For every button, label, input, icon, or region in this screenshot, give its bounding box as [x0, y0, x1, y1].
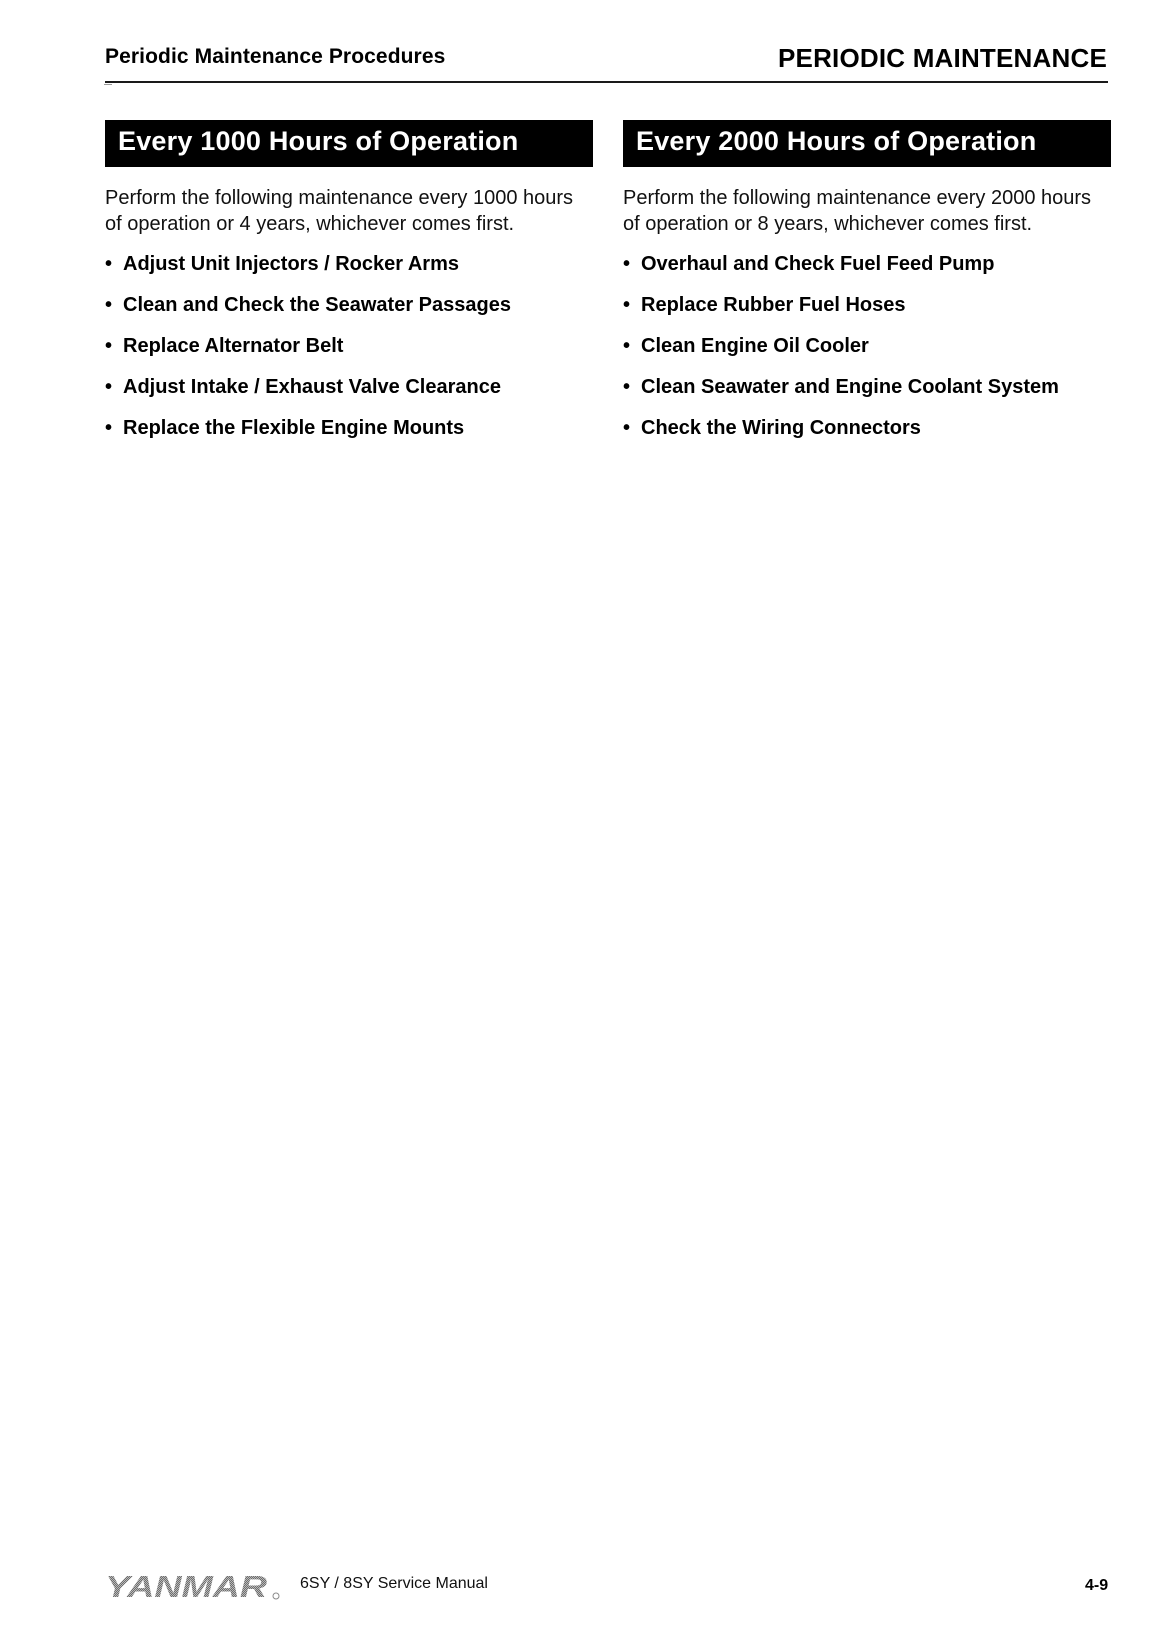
task-item: [623, 333, 1111, 374]
bullet-icon: •: [105, 253, 113, 275]
task-item: [623, 251, 1111, 292]
task-list-1000-hours: [105, 251, 593, 456]
task-label: Clean Engine Oil Cooler: [641, 335, 869, 357]
bullet-icon: •: [105, 294, 113, 316]
task-item: [105, 292, 593, 333]
bullet-icon: •: [623, 376, 631, 398]
task-item: [623, 415, 1111, 456]
chapter-title: PERIODIC MAINTENANCE: [777, 43, 1107, 73]
bullet-icon: •: [105, 376, 113, 398]
header-rule-mark: [104, 84, 112, 85]
task-label: Clean and Check the Seawater Passages: [123, 294, 511, 316]
page-number: 4-9: [1085, 1577, 1109, 1594]
logo-wordmark: YANMAR: [105, 1572, 268, 1600]
section-heading-1000-hours: Every 1000 Hours of Operation: [105, 120, 593, 167]
task-label: Replace Alternator Belt: [123, 335, 344, 357]
task-label: Replace Rubber Fuel Hoses: [641, 294, 906, 316]
intro-paragraph: Perform the following maintenance every 2000 hours of operation or 8 years, whichever comes first.: [623, 187, 1092, 235]
task-label: Overhaul and Check Fuel Feed Pump: [641, 253, 995, 275]
column-1000-hours: [105, 120, 593, 456]
bullet-icon: •: [623, 253, 631, 275]
task-list-2000-hours: [623, 251, 1111, 456]
task-item: [623, 292, 1111, 333]
task-label: Adjust Unit Injectors / Rocker Arms: [123, 253, 459, 275]
bullet-icon: •: [105, 417, 113, 439]
header-rule: [105, 81, 1108, 83]
bullet-icon: •: [623, 335, 631, 357]
task-label: Check the Wiring Connectors: [641, 417, 921, 439]
task-item: [623, 374, 1111, 415]
section-heading-2000-hours: Every 2000 Hours of Operation: [623, 120, 1111, 167]
task-item: [105, 251, 593, 292]
bullet-icon: •: [623, 417, 631, 439]
task-label: Clean Seawater and Engine Coolant System: [641, 376, 1059, 398]
bullet-icon: •: [623, 294, 631, 316]
intro-paragraph: Perform the following maintenance every 1000 hours of operation or 4 years, whichever comes first.: [105, 187, 574, 235]
task-label: Replace the Flexible Engine Mounts: [123, 417, 465, 439]
section-title: Periodic Maintenance Procedures: [105, 45, 446, 68]
task-item: [105, 415, 593, 456]
manual-title: 6SY / 8SY Service Manual: [300, 1575, 488, 1592]
task-label: Adjust Intake / Exhaust Valve Clearance: [123, 376, 501, 398]
bullet-icon: •: [105, 335, 113, 357]
task-item: [105, 374, 593, 415]
task-item: [105, 333, 593, 374]
yanmar-logo-icon: [105, 1572, 281, 1600]
column-2000-hours: [623, 120, 1111, 456]
